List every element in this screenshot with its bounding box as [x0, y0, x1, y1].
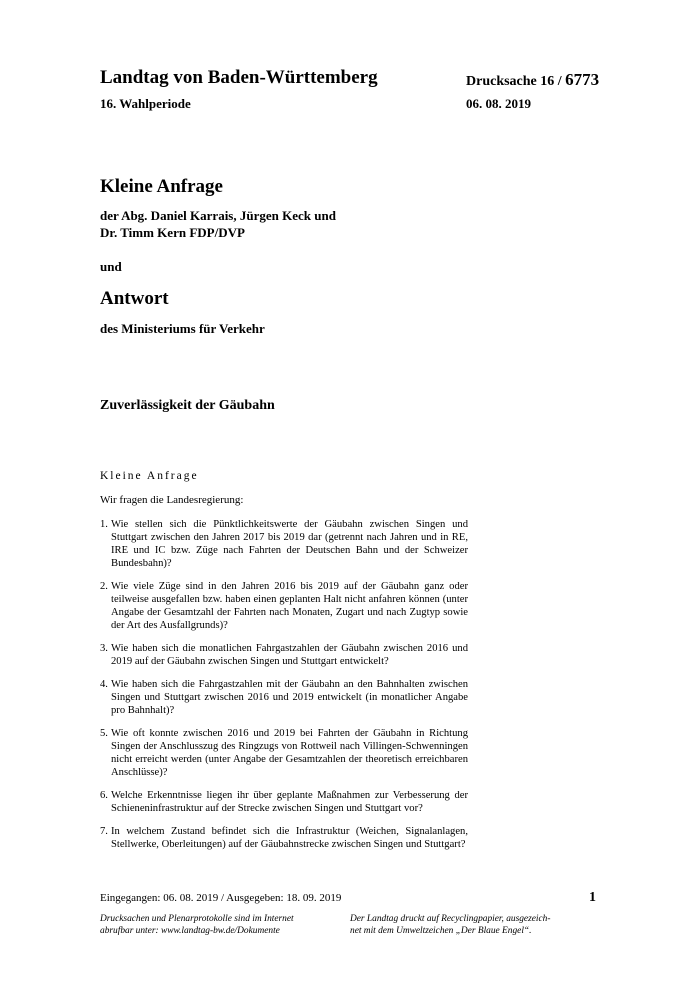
question-item: [100, 825, 468, 851]
question-text: Wie haben sich die Fahrgastzahlen mit der Gäubahn an den Bahnhalten zwischen Singen und Stuttgart zwischen 2016 und 2019 entwickelt (in monatlicher Angabe pro Bahnhalt)?: [111, 679, 468, 716]
question-item: [100, 642, 468, 668]
question-number: 5.: [100, 728, 108, 739]
question-item: [100, 678, 468, 717]
footer-right-line-2: net mit dem Umweltzeichen „Der Blaue Engel“.: [350, 926, 532, 936]
question-item: [100, 789, 468, 815]
question-number: 6.: [100, 790, 108, 801]
question-text: Wie stellen sich die Pünktlichkeitswerte der Gäubahn zwischen Singen und Stuttgart zwischen den Jahren 2017 bis 2019 dar (getrennt nach Jahren und in RE, IRE und IC bzw. Züge nach Fahrten der Deutschen Bahn und der Schweizer Bundesbahn)?: [111, 519, 468, 569]
question-item: [100, 727, 468, 779]
authors-line-2: Dr. Timm Kern FDP/DVP: [100, 225, 245, 240]
document-prefix: Drucksache 16 /: [466, 74, 566, 89]
question-text: Wie viele Züge sind in den Jahren 2016 bis 2019 auf der Gäubahn ganz oder teilweise ausgefallen bzw. haben einen geplanten Halt nicht anfahren können (unter Angabe der Gesamtzahl der Fahrten nach Monaten, Zugart und nach Zugtyp sowie der Art des Ausfallgrunds)?: [111, 581, 468, 631]
question-text: Wie haben sich die monatlichen Fahrgastzahlen der Gäubahn zwischen 2016 und 2019 auf der Gäubahn zwischen Singen und Stuttgart entwickelt?: [111, 643, 468, 667]
footer-left-line-1: Drucksachen und Plenarprotokolle sind im Internet: [100, 914, 294, 924]
authors: [100, 207, 336, 241]
section-label: Kleine Anfrage: [100, 470, 199, 482]
footer-right-line-1: Der Landtag druckt auf Recyclingpapier, ausgezeich-: [350, 914, 551, 924]
question-text: Wie oft konnte zwischen 2016 und 2019 bei Fahrten der Gäubahn in Richtung Singen der Anschlusszug des Ringzugs von Rottweil nach Villingen-Schwenningen nicht erreicht werden (unter Angabe der Gesamtzahlen der theoretisch erreichbaren Anschlüsse)?: [111, 728, 468, 778]
question-text: Welche Erkenntnisse liegen ihr über geplante Maßnahmen zur Verbesserung der Schieneninfrastruktur auf der Strecke zwischen Singen und Stuttgart vor?: [111, 790, 468, 814]
legislative-period: 16. Wahlperiode: [100, 96, 191, 111]
footer-recycling-note: [350, 913, 580, 937]
document-date: 06. 08. 2019: [466, 96, 531, 111]
ministry: des Ministeriums für Verkehr: [100, 321, 265, 336]
question-number: 3.: [100, 643, 108, 654]
answer-heading: Antwort: [100, 288, 169, 309]
footer-internet-note: [100, 913, 340, 937]
authors-line-1: der Abg. Daniel Karrais, Jürgen Keck und: [100, 208, 336, 223]
document-number-value: 6773: [565, 70, 600, 89]
inquiry-heading: Kleine Anfrage: [100, 176, 223, 197]
subject-title: Zuverlässigkeit der Gäubahn: [100, 398, 275, 413]
question-item: [100, 580, 468, 632]
question-number: 2.: [100, 581, 108, 592]
conjunction: und: [100, 259, 122, 274]
lead-text: Wir fragen die Landesregierung:: [100, 494, 244, 506]
question-number: 4.: [100, 679, 108, 690]
parliament-title: Landtag von Baden-Württemberg: [100, 67, 378, 88]
page-number: 1: [589, 890, 596, 905]
footer-left-line-2: abrufbar unter: www.landtag-bw.de/Dokumente: [100, 926, 280, 936]
question-item: [100, 518, 468, 570]
document-number: [466, 70, 599, 90]
question-number: 1.: [100, 519, 108, 530]
question-number: 7.: [100, 826, 108, 837]
receipt-dates: Eingegangen: 06. 08. 2019 / Ausgegeben: 18. 09. 2019: [100, 892, 342, 904]
question-text: In welchem Zustand befindet sich die Infrastruktur (Weichen, Signalanlagen, Stellwerke, Oberleitungen) auf der Gäubahnstrecke zwischen Singen und Stuttgart?: [111, 826, 468, 850]
question-list: [100, 518, 468, 861]
